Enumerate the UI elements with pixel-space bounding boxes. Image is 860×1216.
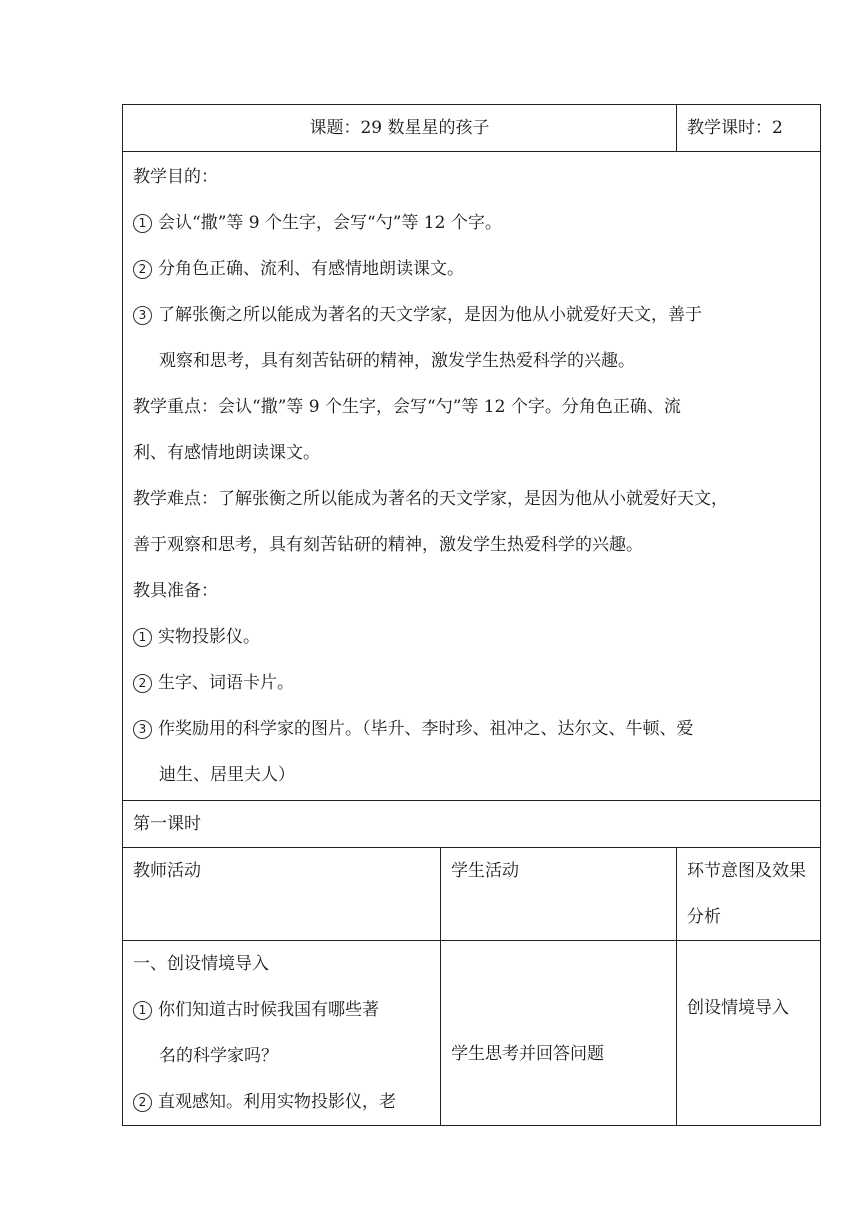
lesson-label-row	[123, 801, 821, 848]
objective-item-3-cont: 观察和思考，具有刻苦钻研的精神，激发学生热爱科学的兴趣。	[159, 351, 635, 371]
circled-number-2: 2	[133, 260, 152, 279]
teacher-item-2: 2 直观感知。利用实物投影仪，老	[133, 1079, 430, 1125]
materials-heading: 教具准备：	[133, 581, 218, 601]
header-row	[123, 105, 821, 152]
circled-number-1: 1	[133, 214, 152, 233]
activity-row	[123, 941, 821, 1126]
key-points-line-1: 教学重点：会认“撒”等 9 个生字，会写“勺”等 12 个字。分角色正确、流	[133, 397, 681, 417]
lesson-label: 第一课时	[123, 801, 821, 848]
circled-number-3: 3	[133, 306, 152, 325]
student-activity-header: 学生活动	[441, 848, 677, 941]
material-item-2: 2 生字、词语卡片。	[133, 660, 810, 706]
circled-number-2: 2	[133, 1093, 152, 1112]
intent-analysis-header: 环节意图及效果 分析	[677, 848, 821, 941]
student-activity-text: 学生思考并回答问题	[451, 1044, 604, 1064]
teacher-section-heading: 一、创设情境导入	[133, 954, 269, 974]
column-header-row	[123, 848, 821, 941]
teacher-activity-header: 教师活动	[123, 848, 441, 941]
objective-item-1: 1 会认“撒”等 9 个生字，会写“勺”等 12 个字。	[133, 200, 810, 246]
teacher-item-1-cont: 名的科学家吗？	[159, 1046, 278, 1066]
lesson-hours: 教学课时：2	[677, 105, 821, 152]
circled-number-3: 3	[133, 720, 152, 739]
key-points-line-2: 利、有感情地朗读课文。	[133, 443, 320, 463]
material-item-3: 3 作奖励用的科学家的图片。（毕升、李时珍、祖冲之、达尔文、牛顿、爱	[133, 706, 810, 752]
objective-item-3: 3 了解张衡之所以能成为著名的天文学家，是因为他从小就爱好天文，善于	[133, 292, 810, 338]
objectives-heading: 教学目的：	[133, 167, 218, 187]
teacher-activity-cell	[123, 941, 441, 1126]
student-activity-cell	[441, 941, 677, 1126]
intent-analysis-text: 创设情境导入	[687, 998, 790, 1018]
plan-info-row	[123, 152, 821, 801]
objective-item-2: 2 分角色正确、流利、有感情地朗读课文。	[133, 246, 810, 292]
lesson-plan-table	[122, 104, 821, 1126]
teacher-item-1: 1 你们知道古时候我国有哪些著	[133, 987, 430, 1033]
lesson-title: 课题：29 数星星的孩子	[123, 105, 677, 152]
material-item-1: 1 实物投影仪。	[133, 614, 810, 660]
circled-number-1: 1	[133, 1001, 152, 1020]
material-item-3-cont: 迪生、居里夫人）	[159, 765, 295, 785]
circled-number-1: 1	[133, 628, 152, 647]
intent-analysis-cell	[677, 941, 821, 1126]
difficulties-line-1: 教学难点：了解张衡之所以能成为著名的天文学家，是因为他从小就爱好天文，	[133, 489, 728, 509]
plan-info-cell	[123, 152, 821, 801]
difficulties-line-2: 善于观察和思考，具有刻苦钻研的精神，激发学生热爱科学的兴趣。	[133, 535, 643, 555]
circled-number-2: 2	[133, 674, 152, 693]
